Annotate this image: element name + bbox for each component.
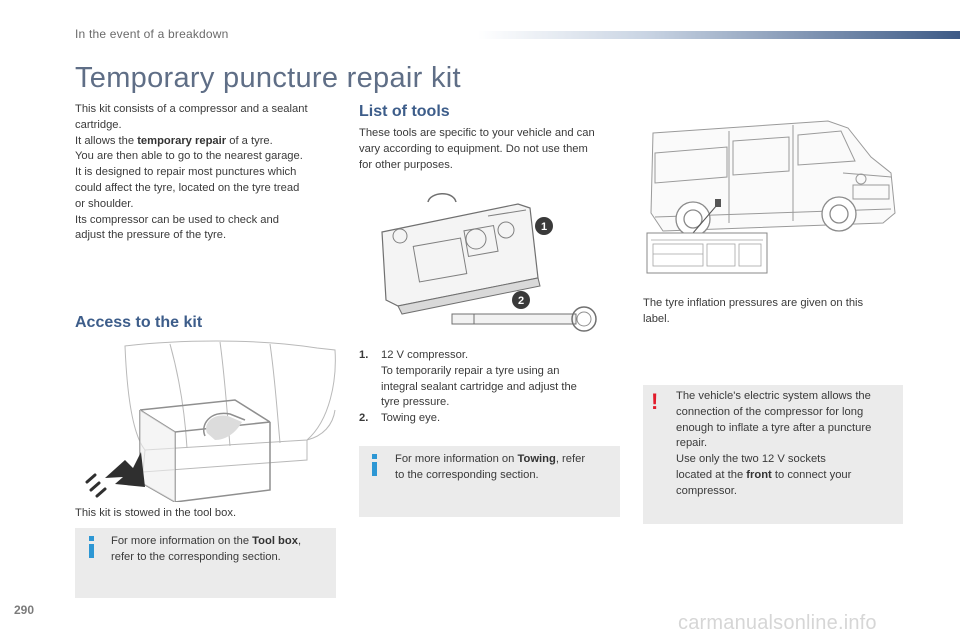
intro-line: Its compressor can be used to check and bbox=[75, 213, 279, 226]
watermark-text: carmanualsonline.info bbox=[678, 612, 877, 634]
section-header: In the event of a breakdown bbox=[75, 27, 229, 41]
label-text-line: label. bbox=[643, 312, 670, 325]
intro-allows-bold: temporary repair bbox=[137, 134, 227, 147]
intro-line: This kit consists of a compressor and a sealant bbox=[75, 103, 308, 115]
info-bold: Towing bbox=[517, 453, 556, 465]
towing-info-text bbox=[395, 452, 615, 484]
info-line bbox=[395, 452, 615, 468]
seat-toolbox-illustration bbox=[85, 340, 340, 502]
tool-box-info-text bbox=[111, 534, 331, 566]
callout-2: 2 bbox=[517, 295, 525, 307]
warning-front-bold: front bbox=[746, 468, 772, 481]
tool-item-number: 1. bbox=[359, 349, 369, 361]
towing-info-box bbox=[359, 446, 620, 517]
page-number: 290 bbox=[14, 603, 35, 617]
intro-line: or shoulder. bbox=[75, 197, 134, 210]
info-suffix: , refer bbox=[555, 453, 586, 465]
info-icon bbox=[372, 462, 377, 476]
tools-desc-line: vary according to equipment. Do not use them bbox=[359, 142, 588, 155]
intro-paragraph bbox=[75, 102, 345, 244]
label-text-line: The tyre inflation pressures are given on this bbox=[643, 297, 864, 309]
warning-line bbox=[676, 468, 900, 484]
tool-box-info-box bbox=[75, 528, 336, 598]
info-bold: Tool box bbox=[252, 535, 298, 547]
van-label-illustration bbox=[643, 113, 901, 278]
warning-line: Use only the two 12 V sockets bbox=[676, 453, 826, 466]
compressor-kit-illustration bbox=[378, 192, 608, 342]
tools-desc-line: These tools are specific to your vehicle and can bbox=[359, 127, 595, 139]
intro-line: It is designed to repair most punctures which bbox=[75, 166, 297, 179]
warning-line: The vehicle's electric system allows the bbox=[676, 390, 871, 402]
tool-item-1 bbox=[359, 348, 624, 411]
tool-item-line: 12 V compressor. bbox=[381, 349, 469, 361]
tools-desc-line: for other purposes. bbox=[359, 158, 453, 171]
intro-line: adjust the pressure of the tyre. bbox=[75, 229, 227, 242]
info-icon bbox=[89, 544, 94, 558]
tool-item-number: 2. bbox=[359, 412, 369, 425]
tool-item-line: Towing eye. bbox=[381, 412, 441, 425]
info-prefix: For more information on the bbox=[111, 535, 253, 547]
tool-item-2 bbox=[359, 411, 624, 427]
tool-item-line: integral sealant cartridge and adjust the bbox=[381, 380, 577, 393]
info-prefix: For more information on bbox=[395, 453, 518, 465]
warning-line: connection of the compressor for long bbox=[676, 405, 864, 418]
page-title: Temporary puncture repair kit bbox=[75, 62, 461, 94]
intro-allows-prefix: It allows the bbox=[75, 134, 138, 147]
info-line: refer to the corresponding section. bbox=[111, 550, 281, 563]
info-line: to the corresponding section. bbox=[395, 468, 539, 481]
intro-line: cartridge. bbox=[75, 118, 122, 131]
tools-list bbox=[359, 348, 624, 427]
header-rule bbox=[478, 31, 960, 39]
warning-text bbox=[676, 389, 900, 500]
intro-line: could affect the tyre, located on the tyre tread bbox=[75, 181, 300, 194]
warning-line: compressor. bbox=[676, 484, 737, 497]
tyre-pressure-label-text bbox=[643, 296, 901, 328]
tools-description bbox=[359, 126, 624, 173]
stowed-text: This kit is stowed in the tool box. bbox=[75, 507, 237, 519]
tool-item-line: To temporarily repair a tyre using an bbox=[381, 364, 560, 377]
callout-1: 1 bbox=[540, 221, 548, 233]
electric-warning-box bbox=[643, 385, 903, 524]
warning-line: repair. bbox=[676, 437, 708, 450]
warning-front-suffix: to connect your bbox=[771, 468, 852, 481]
warning-icon: ! bbox=[651, 389, 659, 414]
warning-front-prefix: located at the bbox=[676, 468, 747, 481]
tools-heading: List of tools bbox=[359, 103, 450, 120]
warning-line: enough to inflate a tyre after a puncture bbox=[676, 421, 872, 434]
intro-allows-line bbox=[75, 134, 345, 150]
intro-line: You are then able to go to the nearest garage. bbox=[75, 150, 303, 163]
access-heading: Access to the kit bbox=[75, 314, 203, 331]
tool-item-line: tyre pressure. bbox=[381, 396, 450, 409]
info-suffix: , bbox=[297, 535, 302, 547]
intro-allows-suffix: of a tyre. bbox=[226, 134, 273, 147]
info-line bbox=[111, 534, 331, 550]
